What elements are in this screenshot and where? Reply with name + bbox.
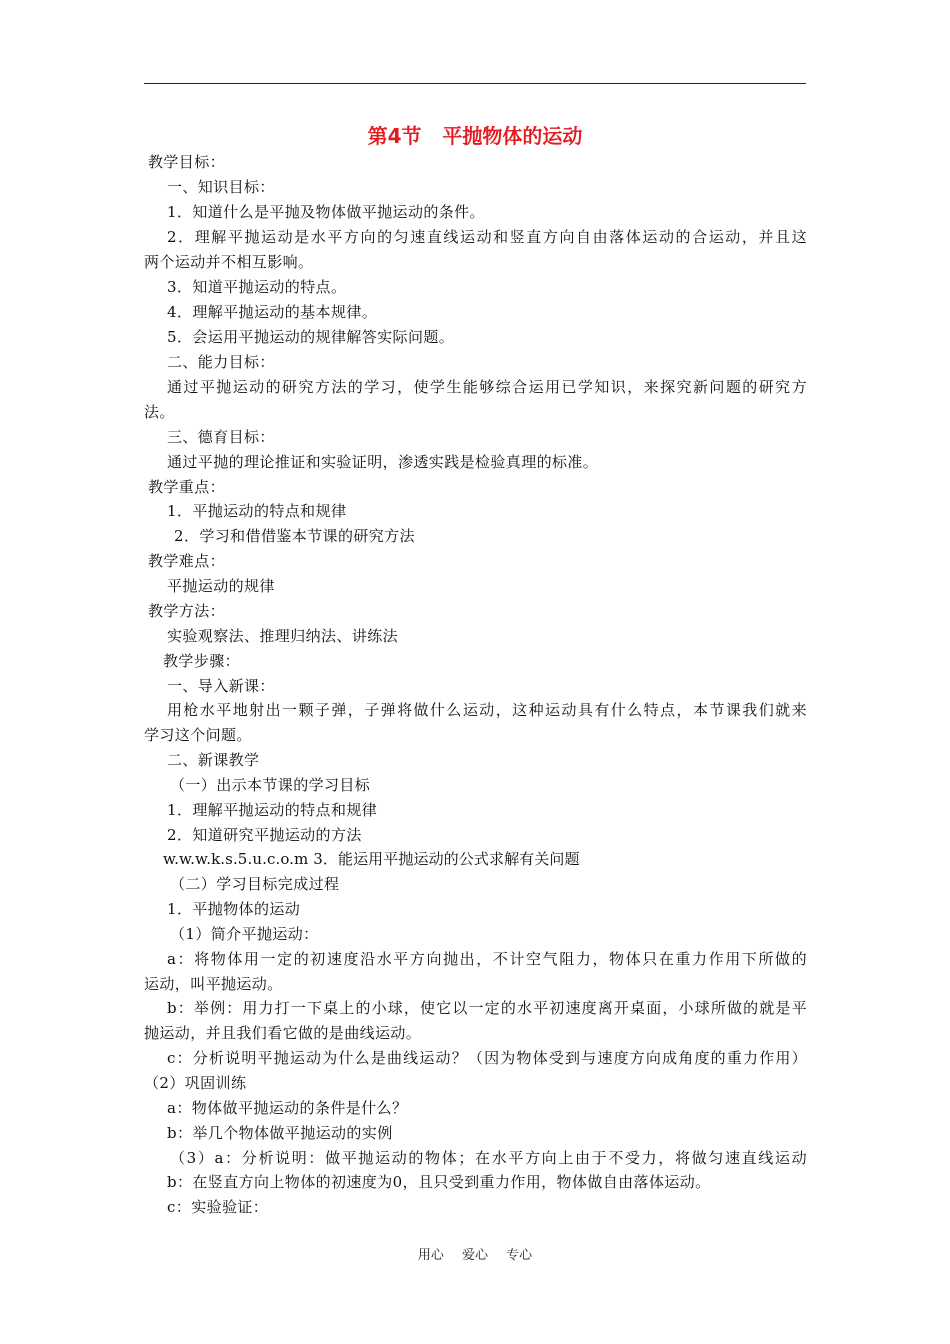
text-line: 一、知识目标： [167,178,275,196]
text-line: a：将物体用一定的初速度沿水平方向抛出，不计空气阻力，物体只在重力作用下所做的 [167,950,807,968]
text-line: 1．平抛运动的特点和规律 [167,502,347,520]
text-line: b：举几个物体做平抛运动的实例 [167,1124,393,1142]
text-line: 法。 [144,403,175,421]
text-line: 1．知道什么是平抛及物体做平抛运动的条件。 [167,203,485,221]
text-line: 二、能力目标： [167,353,275,371]
text-line: （1）简介平抛运动： [170,925,319,943]
text-line: 两个运动并不相互影响。 [144,253,314,271]
text-line: 一、导入新课： [167,677,275,695]
text-line: c：分析说明平抛运动为什么是曲线运动？（因为物体受到与速度方向成角度的重力作用） [167,1049,807,1067]
text-line: （二）学习目标完成过程 [170,875,340,893]
text-line: 1．理解平抛运动的特点和规律 [167,801,378,819]
text-line: 教学难点： [148,552,226,570]
text-line: 教学方法： [148,602,226,620]
text-line: 5．会运用平抛运动的规律解答实际问题。 [167,328,455,346]
page-title: 第4节 平抛物体的运动 [367,124,583,148]
text-line: b：在竖直方向上物体的初速度为0，且只受到重力作用，物体做自由落体运动。 [167,1173,711,1191]
text-line: w.w.w.k.s.5.u.c.o.m 3．能运用平抛运动的公式求解有关问题 [163,850,580,868]
text-line: 通过平抛的理论推证和实验证明，渗透实践是检验真理的标准。 [167,453,599,471]
text-line: 平抛运动的规律 [167,577,275,595]
text-line: 2．学习和借借鉴本节课的研究方法 [174,527,415,545]
text-line: 2．理解平抛运动是水平方向的匀速直线运动和竖直方向自由落体运动的合运动，并且这 [167,228,807,246]
text-line: 实验观察法、推理归纳法、讲练法 [167,627,399,645]
header-rule [144,83,806,84]
text-line: 用枪水平地射出一颗子弹，子弹将做什么运动，这种运动具有什么特点，本节课我们就来 [167,701,807,719]
text-line: （3）a：分析说明：做平抛运动的物体；在水平方向上由于不受力，将做匀速直线运动 [170,1149,807,1167]
text-line: b：举例：用力打一下桌上的小球，使它以一定的水平初速度离开桌面，小球所做的就是平 [167,999,807,1017]
text-line: 二、新课教学 [167,751,260,769]
text-line: a：物体做平抛运动的条件是什么？ [167,1099,408,1117]
text-line: 2．知道研究平抛运动的方法 [167,826,362,844]
text-line: 通过平抛运动的研究方法的学习，使学生能够综合运用已学知识，来探究新问题的研究方 [167,378,807,396]
text-line: 运动，叫平抛运动。 [144,975,283,993]
text-line: 教学步骤： [163,652,241,670]
text-line: （2）巩固训练 [144,1074,247,1092]
text-line: 教学重点： [148,478,226,496]
text-line: 3．知道平抛运动的特点。 [167,278,347,296]
text-line: 三、德育目标： [167,428,275,446]
text-line: c：实验验证： [167,1198,269,1216]
text-line: 4．理解平抛运动的基本规律。 [167,303,378,321]
page-footer: 用心 爱心 专心 [417,1248,533,1263]
text-line: 1．平抛物体的运动 [167,900,301,918]
text-line: 抛运动，并且我们看它做的是曲线运动。 [144,1024,422,1042]
text-line: 学习这个问题。 [144,726,252,744]
text-line: （一）出示本节课的学习目标 [170,776,371,794]
text-line: 教学目标： [148,153,226,171]
